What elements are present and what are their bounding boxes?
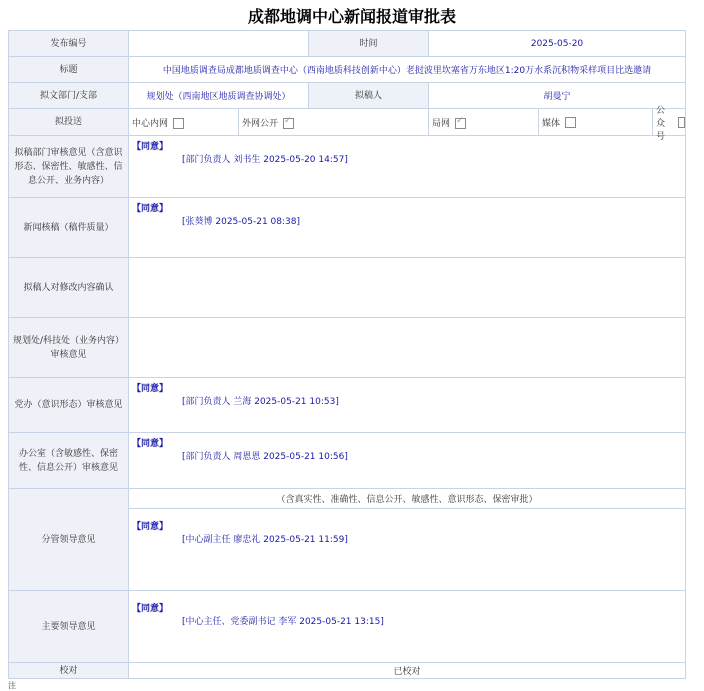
checkbox-media[interactable] bbox=[565, 117, 576, 128]
opinion-text: 【同意】 bbox=[132, 439, 169, 449]
option-label: 公众号 bbox=[656, 105, 666, 142]
option-label: 中心内网 bbox=[132, 118, 169, 129]
row-opinion-planning bbox=[9, 318, 686, 378]
doc-number-label: 发布编号 bbox=[9, 31, 129, 57]
option-public-web[interactable] bbox=[239, 109, 429, 136]
headline-label: 标题 bbox=[9, 57, 129, 83]
checkbox-bureau-web[interactable] bbox=[455, 118, 466, 129]
time-value: 2025-05-20 bbox=[429, 31, 686, 57]
leader-opinion-cell[interactable] bbox=[129, 509, 686, 591]
leader-note: （含真实性、准确性、信息公开、敏感性、意识形态、保密审批） bbox=[129, 489, 686, 509]
opinion-cell[interactable] bbox=[129, 378, 686, 433]
opinion-cell[interactable] bbox=[129, 136, 686, 198]
opinion-text: 【同意】 bbox=[132, 604, 169, 614]
drafter-label: 拟稿人 bbox=[309, 83, 429, 109]
signature-text: [部门负责人 周恩恩 2025-05-21 10:56] bbox=[182, 452, 348, 462]
opinion-row-label: 党办（意识形态）审核意见 bbox=[9, 378, 129, 433]
dept-value: 规划处（西南地区地质调查协调处） bbox=[129, 83, 309, 109]
option-label: 外网公开 bbox=[242, 118, 279, 129]
headline-value[interactable]: 中国地质调查局成都地质调查中心（西南地质科技创新中心）老挝波里坎塞省万东地区1:20万水系沉积物采样项目比选邀请 bbox=[129, 57, 686, 83]
row-opinion-confirm bbox=[9, 258, 686, 318]
doc-number-value bbox=[129, 31, 309, 57]
row-doc-number bbox=[9, 31, 686, 57]
checkbox-official-account[interactable] bbox=[678, 117, 686, 128]
signature-text: [中心主任、党委副书记 李军 2025-05-21 13:15] bbox=[182, 617, 384, 627]
page-title: 成都地调中心新闻报道审批表 bbox=[247, 7, 456, 26]
row-main-leader bbox=[9, 591, 686, 663]
opinion-cell[interactable] bbox=[129, 318, 686, 378]
proof-label: 校对 bbox=[9, 663, 129, 679]
opinion-row-label: 新闻核稿（稿件质量） bbox=[9, 198, 129, 258]
option-intranet[interactable] bbox=[129, 109, 239, 136]
option-bureau-web[interactable] bbox=[429, 109, 539, 136]
approval-form-table bbox=[8, 30, 686, 679]
opinion-row-label: 规划处/科技处（业务内容）审核意见 bbox=[9, 318, 129, 378]
option-label: 媒体 bbox=[542, 118, 561, 129]
option-label: 局网 bbox=[432, 118, 451, 129]
opinion-row-label: 拟稿人对修改内容确认 bbox=[9, 258, 129, 318]
checkbox-public-web[interactable] bbox=[283, 118, 294, 129]
drafter-value: 胡曼宁 bbox=[429, 83, 686, 109]
row-submit-to bbox=[9, 109, 686, 136]
time-label: 时间 bbox=[309, 31, 429, 57]
main-leader-opinion-cell[interactable] bbox=[129, 591, 686, 663]
row-leader-note bbox=[9, 489, 686, 509]
option-group-right bbox=[539, 105, 686, 142]
dept-label: 拟文部门/支部 bbox=[9, 83, 129, 109]
signature-text: [中心副主任 廖忠礼 2025-05-21 11:59] bbox=[182, 535, 348, 545]
proof-value: 已校对 bbox=[129, 663, 686, 679]
signature-text: [部门负责人 兰海 2025-05-21 10:53] bbox=[182, 397, 339, 407]
submit-to-label: 拟投送 bbox=[9, 109, 129, 136]
option-media[interactable] bbox=[539, 109, 653, 135]
opinion-cell[interactable] bbox=[129, 433, 686, 489]
opinion-text: 【同意】 bbox=[132, 522, 169, 532]
row-opinion-review bbox=[9, 198, 686, 258]
opinion-text: 【同意】 bbox=[132, 142, 169, 152]
opinion-text: 【同意】 bbox=[132, 204, 169, 214]
row-proof bbox=[9, 663, 686, 679]
signature-text: [张葵博 2025-05-21 08:38] bbox=[182, 217, 300, 227]
opinion-row-label: 办公室（含敏感性、保密性、信息公开）审核意见 bbox=[9, 433, 129, 489]
row-opinion-party bbox=[9, 378, 686, 433]
row-headline bbox=[9, 57, 686, 83]
signature-text: [部门负责人 刘书生 2025-05-20 14:57] bbox=[182, 155, 348, 165]
leader-label: 分管领导意见 bbox=[9, 489, 129, 591]
footer-mark: 注 bbox=[8, 681, 16, 690]
opinion-row-label: 拟稿部门审核意见（含意识形态、保密性、敏感性、信息公开、业务内容） bbox=[9, 136, 129, 198]
opinion-text: 【同意】 bbox=[132, 384, 169, 394]
row-opinion-dept bbox=[9, 136, 686, 198]
main-leader-label: 主要领导意见 bbox=[9, 591, 129, 663]
opinion-cell[interactable] bbox=[129, 258, 686, 318]
option-official-account[interactable] bbox=[653, 105, 685, 142]
row-dept bbox=[9, 83, 686, 109]
row-opinion-office bbox=[9, 433, 686, 489]
checkbox-intranet[interactable] bbox=[173, 118, 184, 129]
opinion-cell[interactable] bbox=[129, 198, 686, 258]
